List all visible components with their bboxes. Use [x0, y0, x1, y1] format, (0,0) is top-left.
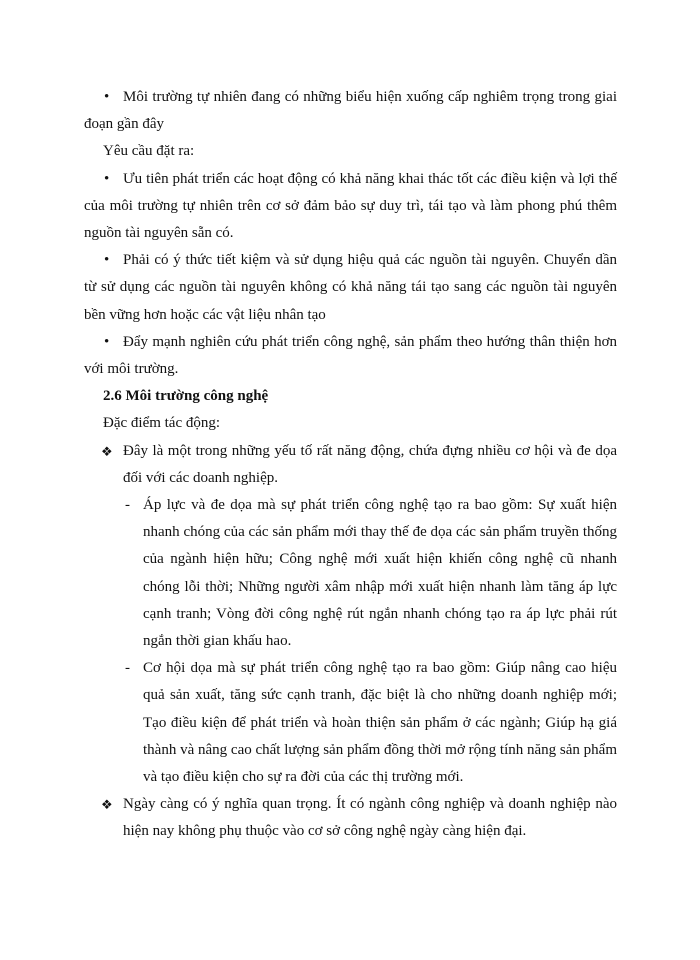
paragraph-text: Môi trường tự nhiên đang có những biểu hiện xuống cấp nghiêm trọng trong giai đoạn gần đây — [84, 89, 617, 133]
bullet-icon: • — [104, 89, 110, 105]
requirements-label: Yêu cầu đặt ra: — [103, 143, 195, 160]
document-page — [84, 84, 617, 846]
bullet-icon: • — [104, 170, 110, 187]
bullet-paragraph — [84, 84, 617, 138]
paragraph-text: Đẩy mạnh nghiên cứu phát triển công nghệ, sản phẩm theo hướng thân thiện hơn với môi trường. — [84, 333, 617, 378]
bullet-icon: • — [104, 333, 110, 350]
dash-item — [84, 655, 617, 791]
paragraph-text: Ưu tiên phát triển các hoạt động có khả năng khai thác tốt các điều kiện và lợi thế của môi trường tự nhiên trên cơ sở đảm bảo sự duy trì, tái tạo và làm phong phú thêm nguồn tài nguyên sẵn có. — [84, 170, 617, 242]
diamond-bullet-paragraph — [84, 791, 617, 845]
dash-item — [84, 492, 617, 655]
dash-icon: - — [125, 497, 130, 514]
bullet-icon: • — [104, 252, 110, 269]
paragraph-text: Đây là một trong những yếu tố rất năng động, chứa đựng nhiều cơ hội và đe dọa đối với các doanh nghiệp. — [123, 442, 617, 486]
diamond-bullet-paragraph — [84, 438, 617, 492]
dash-icon: - — [125, 660, 130, 677]
diamond-bullet-icon: ❖ — [101, 797, 113, 813]
bullet-paragraph — [84, 166, 617, 248]
section-heading: 2.6 Môi trường công nghệ — [103, 388, 269, 405]
paragraph-text: Ngày càng có ý nghĩa quan trọng. Ít có ngành công nghiệp và doanh nghiệp nào hiện nay không phụ thuộc vào cơ sở công nghệ ngày càng hiện đại. — [123, 796, 617, 840]
features-label: Đặc điểm tác động: — [103, 415, 221, 432]
paragraph-text: Phải có ý thức tiết kiệm và sử dụng hiệu quả các nguồn tài nguyên. Chuyển dần từ sử dụng các nguồn tài nguyên không có khả năng tái tạo sang các nguồn tài nguyên bền vững hơn hoặc các vật liệu nhân tạo — [84, 252, 617, 323]
bullet-paragraph — [84, 247, 617, 329]
diamond-bullet-icon: ❖ — [101, 443, 113, 459]
paragraph-text: Cơ hội dọa mà sự phát triển công nghệ tạo ra bao gồm: Giúp nâng cao hiệu quả sản xuất, tăng sức cạnh tranh, đặc biệt là cho những doanh nghiệp mới; Tạo điều kiện để phát triển và hoàn thiện sản phẩm ở các ngành; Giúp hạ giá thành và nâng cao chất lượng sản phẩm đồng thời mở rộng tính năng sản phẩm và tạo điều kiện cho sự ra đời của các thị trường mới. — [143, 660, 617, 786]
paragraph-text: Áp lực và đe dọa mà sự phát triển công nghệ tạo ra bao gồm: Sự xuất hiện nhanh chóng của các sản phẩm mới thay thế đe dọa các sản phẩm truyền thống của ngành hiện hữu; Công nghệ mới xuất hiện khiến công nghệ cũ nhanh chóng lỗi thời; Những người xâm nhập mới xuất hiện nhanh làm tăng áp lực cạnh tranh; Vòng đời công nghệ rút ngắn nhanh chóng tạo ra áp lực phải rút ngắn thời gian khấu hao. — [143, 497, 617, 650]
bullet-paragraph — [84, 329, 617, 383]
